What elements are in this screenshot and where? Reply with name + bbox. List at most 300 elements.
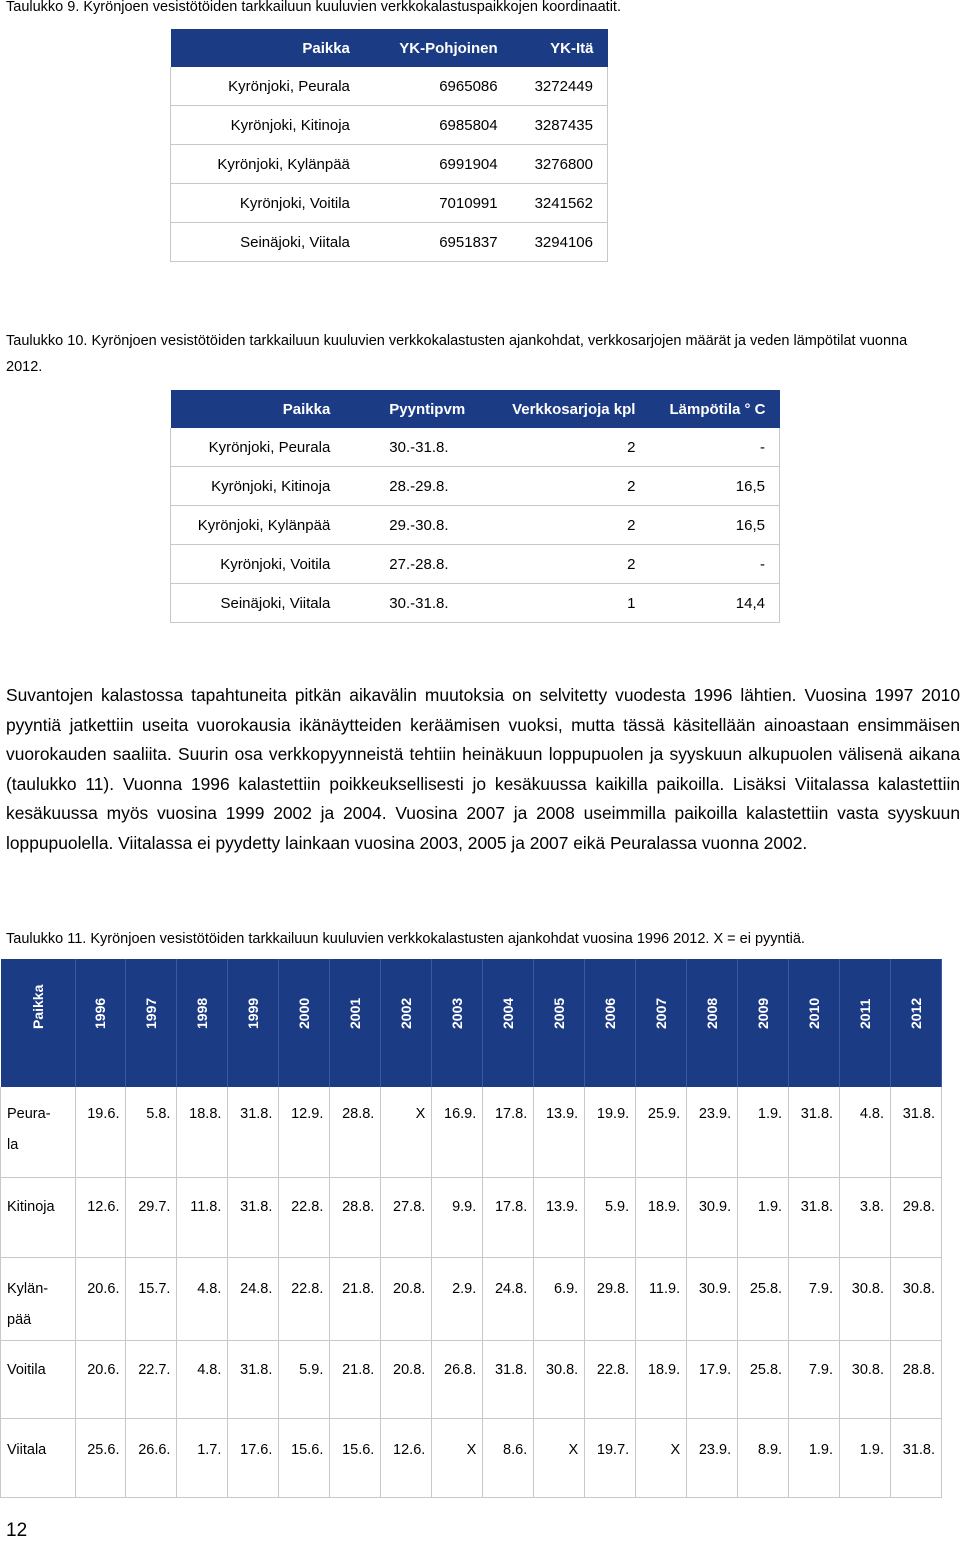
table-cell <box>330 1341 381 1419</box>
table-cell <box>585 1178 636 1258</box>
table-cell <box>738 1178 789 1258</box>
table-cell <box>789 1341 840 1419</box>
header-text: 1996 <box>92 997 109 1029</box>
cell-text: 31.8. <box>494 1362 528 1378</box>
table-row <box>171 467 780 506</box>
cell-text: X <box>568 1442 579 1458</box>
table-row <box>1 1087 942 1178</box>
column-header-year <box>534 959 585 1087</box>
table-row <box>171 184 608 223</box>
row-label-cell <box>171 506 345 545</box>
table-cell <box>364 223 512 262</box>
table-cell <box>636 1178 687 1258</box>
table-cell <box>840 1341 891 1419</box>
column-header: Lämpötila ° C <box>649 390 779 428</box>
table-cell <box>891 1178 942 1258</box>
cell-text: 3294106 <box>534 233 593 251</box>
page-number: 12 <box>6 1520 28 1541</box>
row-label-cell <box>1 1178 76 1258</box>
cell-text: 7.9. <box>808 1362 834 1378</box>
table9-body <box>171 67 608 262</box>
cell-text: 12.6. <box>393 1442 426 1458</box>
column-header-year <box>789 959 840 1087</box>
cell-text: 6951837 <box>439 233 498 251</box>
cell-text: 5.8. <box>146 1106 171 1122</box>
cell-text: Voitila <box>7 1362 46 1378</box>
table-cell <box>738 1258 789 1341</box>
cell-text: 2 <box>627 516 636 534</box>
cell-text: Kyrönjoki, Kylänpää <box>217 155 350 173</box>
header-text: 2005 <box>551 997 568 1029</box>
table-cell <box>381 1178 432 1258</box>
cell-text: 12.6. <box>87 1199 120 1215</box>
table-cell <box>487 428 649 467</box>
cell-text: 19.9. <box>596 1106 630 1122</box>
table-cell <box>279 1419 330 1498</box>
cell-text: Seinäjoki, Viitala <box>220 594 331 612</box>
cell-text: 29.-30.8. <box>389 516 449 534</box>
table-cell <box>228 1087 279 1178</box>
row-label-cell <box>1 1419 76 1498</box>
table-cell <box>687 1258 738 1341</box>
cell-text: 6965086 <box>439 77 498 95</box>
table-cell <box>75 1087 126 1178</box>
table-cell <box>534 1419 585 1498</box>
cell-text: 2.9. <box>452 1281 477 1297</box>
table-cell <box>483 1419 534 1498</box>
header-text: 1998 <box>194 997 211 1029</box>
table-cell <box>344 506 487 545</box>
cell-text: 1.9. <box>757 1106 783 1122</box>
cell-text: 25.6. <box>87 1442 120 1458</box>
cell-text: 20.8. <box>393 1362 426 1378</box>
table-cell <box>512 106 608 145</box>
cell-text: Peura- la <box>7 1106 51 1153</box>
cell-text: 17.9. <box>698 1362 732 1378</box>
table-cell <box>126 1087 177 1178</box>
cell-text: 20.6. <box>87 1281 120 1297</box>
row-label-cell <box>171 223 364 262</box>
table-cell <box>891 1087 942 1178</box>
cell-text: 3.8. <box>859 1199 884 1215</box>
cell-text: 29.8. <box>596 1281 630 1297</box>
cell-text: 3287435 <box>534 116 593 134</box>
header-text: 2000 <box>296 997 313 1029</box>
table-cell <box>512 67 608 106</box>
table-cell <box>279 1258 330 1341</box>
header-text: 2004 <box>500 997 517 1029</box>
table-cell <box>344 428 487 467</box>
cell-text: X <box>415 1106 426 1122</box>
header-text: 2006 <box>602 997 619 1029</box>
table-row <box>171 545 780 584</box>
table-cell <box>177 1258 228 1341</box>
cell-text: Kyrönjoki, Voitila <box>220 555 331 573</box>
cell-text: 27.-28.8. <box>389 555 449 573</box>
cell-text: 20.8. <box>393 1281 426 1297</box>
table9-caption: Taulukko 9. Kyrönjoen vesistötöiden tarkkailuun kuuluvien verkkokalastuspaikkojen koordinaatit. <box>6 0 621 15</box>
cell-text: 16,5 <box>735 477 765 495</box>
cell-text: 25.9. <box>647 1106 681 1122</box>
cell-text: 22.8. <box>596 1362 630 1378</box>
table-cell <box>512 223 608 262</box>
table-cell <box>840 1419 891 1498</box>
table-row <box>171 223 608 262</box>
header-text: 2009 <box>755 997 772 1029</box>
cell-text: 5.9. <box>604 1199 630 1215</box>
table-cell <box>687 1341 738 1419</box>
cell-text: 6985804 <box>439 116 498 134</box>
fishing-dates-2012-table <box>170 390 780 623</box>
row-label-cell <box>1 1341 76 1419</box>
column-header-place <box>1 959 76 1087</box>
table-cell <box>649 467 779 506</box>
cell-text: Kyrönjoki, Peurala <box>228 77 350 95</box>
cell-text: 1 <box>627 594 636 612</box>
table-cell <box>512 184 608 223</box>
table11-caption: Taulukko 11. Kyrönjoen vesistötöiden tarkkailuun kuuluvien verkkokalastusten ajankohdat vuosina 1996 2012. X = ei pyyntiä. <box>6 931 805 947</box>
table-cell <box>483 1178 534 1258</box>
row-label-cell <box>1 1087 76 1178</box>
cell-text: 18.8. <box>189 1106 222 1122</box>
table-row <box>1 1341 942 1419</box>
column-header-year <box>840 959 891 1087</box>
cell-text: 17.8. <box>494 1106 528 1122</box>
cell-text: 7.9. <box>808 1281 834 1297</box>
cell-text: 1.9. <box>808 1442 834 1458</box>
cell-text: 8.6. <box>503 1442 528 1458</box>
cell-text: 29.8. <box>902 1199 935 1215</box>
table-cell <box>585 1087 636 1178</box>
table-cell <box>840 1258 891 1341</box>
table-cell <box>534 1258 585 1341</box>
table-cell <box>381 1258 432 1341</box>
table-cell <box>789 1419 840 1498</box>
table-cell <box>585 1419 636 1498</box>
header-text: 2001 <box>347 997 364 1029</box>
cell-text: 4.8. <box>859 1106 884 1122</box>
table-cell <box>330 1087 381 1178</box>
row-label-cell <box>171 184 364 223</box>
table-row <box>171 428 780 467</box>
table-cell <box>330 1178 381 1258</box>
table-cell <box>483 1258 534 1341</box>
fishing-dates-1996-2012-table <box>0 959 942 1498</box>
row-label-cell <box>1 1258 76 1341</box>
column-header-year <box>381 959 432 1087</box>
table-cell <box>75 1258 126 1341</box>
cell-text: 30.8. <box>851 1281 884 1297</box>
table-cell <box>381 1419 432 1498</box>
table-cell <box>636 1258 687 1341</box>
header-text: 2003 <box>449 997 466 1029</box>
cell-text: 31.8. <box>800 1106 834 1122</box>
cell-text: 31.8. <box>902 1442 935 1458</box>
row-label-cell <box>171 467 345 506</box>
table-cell <box>177 1341 228 1419</box>
column-header: Verkkosarjoja kpl <box>487 390 649 428</box>
column-header-year <box>126 959 177 1087</box>
table-cell <box>487 467 649 506</box>
column-header-year <box>738 959 789 1087</box>
row-label-cell <box>171 145 364 184</box>
cell-text: 31.8. <box>240 1199 273 1215</box>
row-label-cell <box>171 106 364 145</box>
table-cell <box>75 1341 126 1419</box>
cell-text: 22.8. <box>291 1199 324 1215</box>
cell-text: 19.6. <box>87 1106 120 1122</box>
table-row <box>1 1178 942 1258</box>
cell-text: 30.8. <box>902 1281 935 1297</box>
cell-text: 26.6. <box>138 1442 171 1458</box>
cell-text: 2 <box>627 438 636 456</box>
table-cell <box>126 1258 177 1341</box>
table-cell <box>364 145 512 184</box>
cell-text: 20.6. <box>87 1362 120 1378</box>
cell-text: Seinäjoki, Viitala <box>240 233 350 251</box>
table-cell <box>585 1341 636 1419</box>
table-cell <box>364 184 512 223</box>
cell-text: 22.8. <box>291 1281 324 1297</box>
cell-text: 15.6. <box>291 1442 324 1458</box>
cell-text: Kylän- pää <box>7 1281 49 1328</box>
row-label-cell <box>171 428 345 467</box>
table-cell <box>891 1258 942 1341</box>
column-header: YK-Itä <box>512 29 608 67</box>
table-cell <box>344 545 487 584</box>
table-cell <box>75 1178 126 1258</box>
cell-text: 22.7. <box>138 1362 171 1378</box>
table-cell <box>330 1258 381 1341</box>
table-cell <box>738 1087 789 1178</box>
row-label-cell <box>171 584 345 623</box>
cell-text: 19.7. <box>596 1442 630 1458</box>
cell-text: 25.8. <box>749 1362 783 1378</box>
cell-text: 9.9. <box>452 1199 477 1215</box>
cell-text: 1.9. <box>757 1199 783 1215</box>
table-row <box>171 106 608 145</box>
header-text: 2002 <box>398 997 415 1029</box>
table-cell <box>649 584 779 623</box>
table-row <box>171 584 780 623</box>
cell-text: 17.8. <box>494 1199 528 1215</box>
cell-text: 25.8. <box>749 1281 783 1297</box>
table-cell <box>487 506 649 545</box>
cell-text: 18.9. <box>647 1362 681 1378</box>
table-cell <box>487 584 649 623</box>
cell-text: 28.-29.8. <box>389 477 449 495</box>
table-header-row <box>1 959 942 1087</box>
table-cell <box>228 1419 279 1498</box>
table-row <box>1 1419 942 1498</box>
table-cell <box>330 1419 381 1498</box>
column-header-year <box>177 959 228 1087</box>
cell-text: Kyrönjoki, Kitinoja <box>230 116 350 134</box>
cell-text: 13.9. <box>545 1106 579 1122</box>
table-cell <box>636 1341 687 1419</box>
cell-text: 16.9. <box>444 1106 477 1122</box>
header-text: 2008 <box>704 997 721 1029</box>
row-label-cell <box>171 545 345 584</box>
table-row <box>171 506 780 545</box>
cell-text: 3272449 <box>534 77 593 95</box>
header-text: 2007 <box>653 997 670 1029</box>
cell-text: 27.8. <box>393 1199 426 1215</box>
header-text: 1997 <box>143 997 160 1029</box>
table-cell <box>483 1087 534 1178</box>
table-cell <box>126 1178 177 1258</box>
cell-text: 2 <box>627 555 636 573</box>
table-cell <box>534 1178 585 1258</box>
cell-text: 21.8. <box>342 1281 375 1297</box>
cell-text: 11.8. <box>190 1199 222 1215</box>
column-header-year <box>330 959 381 1087</box>
table-cell <box>344 584 487 623</box>
cell-text: 28.8. <box>342 1199 375 1215</box>
table-cell <box>432 1419 483 1498</box>
table-cell <box>228 1341 279 1419</box>
cell-text: 12.9. <box>291 1106 324 1122</box>
table-cell <box>483 1341 534 1419</box>
table-cell <box>75 1419 126 1498</box>
column-header-year <box>585 959 636 1087</box>
table-cell <box>177 1178 228 1258</box>
column-header-year <box>432 959 483 1087</box>
cell-text: 7010991 <box>439 194 498 212</box>
table-cell <box>364 106 512 145</box>
cell-text: 30.-31.8. <box>389 594 449 612</box>
table-cell <box>432 1341 483 1419</box>
cell-text: 4.8. <box>197 1362 222 1378</box>
table-cell <box>738 1341 789 1419</box>
column-header-year <box>228 959 279 1087</box>
table-cell <box>789 1178 840 1258</box>
cell-text: Kyrönjoki, Kitinoja <box>211 477 331 495</box>
cell-text: 23.9. <box>698 1106 732 1122</box>
column-header-year <box>75 959 126 1087</box>
cell-text: 1.9. <box>859 1442 884 1458</box>
table-row <box>1 1258 942 1341</box>
table-cell <box>687 1419 738 1498</box>
column-header-year <box>891 959 942 1087</box>
cell-text: 14,4 <box>735 594 765 612</box>
table-cell <box>487 545 649 584</box>
table-cell <box>840 1087 891 1178</box>
cell-text: X <box>466 1442 477 1458</box>
table-cell <box>636 1087 687 1178</box>
cell-text: 30.8. <box>851 1362 884 1378</box>
row-label-cell <box>171 67 364 106</box>
body-paragraph: Suvantojen kalastossa tapahtuneita pitkän aikavälin muutoksia on selvitetty vuodesta 1996 lähtien. Vuosina 1997 2010 pyyntiä jatkettiin useita vuorokausia ikänäytteiden keräämisen vuoksi, mutta tässä käsitellään ainoastaan ensimmäisen vuorokauden saaliita. Suurin osa verkkopyynneistä tehtiin heinäkuun loppupuolen ja syyskuun alkupuolen välisenä aikana (taulukko 11). Vuonna 1996 kalastettiin poikkeuksellisesti jo kesäkuussa kaikilla paikoilla. Lisäksi Viitalassa kalastettiin kesäkuussa myös vuosina 1999 2002 ja 2004. Vuosina 2007 ja 2008 useimmilla paikoilla kalastettiin vasta syyskuun loppupuolella. Viitalassa ei pyydetty lainkaan vuosina 2003, 2005 ja 2007 eikä Peuralassa vuonna 2002. <box>6 685 960 853</box>
table-cell <box>279 1087 330 1178</box>
cell-text: 31.8. <box>800 1199 834 1215</box>
cell-text: 28.8. <box>902 1362 935 1378</box>
header-text: 1999 <box>245 997 262 1029</box>
table-cell <box>279 1341 330 1419</box>
cell-text: 24.8. <box>240 1281 273 1297</box>
column-header-year <box>687 959 738 1087</box>
cell-text: 21.8. <box>342 1362 375 1378</box>
table-cell <box>228 1178 279 1258</box>
column-header: Pyyntipvm <box>344 390 487 428</box>
table-cell <box>891 1419 942 1498</box>
cell-text: 30.9. <box>698 1199 732 1215</box>
cell-text: - <box>760 555 765 573</box>
header-text: 2010 <box>806 997 823 1029</box>
cell-text: 31.8. <box>902 1106 935 1122</box>
cell-text: 15.7. <box>138 1281 171 1297</box>
table-cell <box>534 1341 585 1419</box>
cell-text: 5.9. <box>299 1362 324 1378</box>
cell-text: Kitinoja <box>7 1199 55 1215</box>
table-cell <box>687 1087 738 1178</box>
cell-text: 2 <box>627 477 636 495</box>
table-cell <box>126 1419 177 1498</box>
cell-text: Kyrönjoki, Voitila <box>239 194 350 212</box>
cell-text: 3276800 <box>534 155 593 173</box>
cell-text: 3241562 <box>534 194 593 212</box>
cell-text: 16,5 <box>735 516 765 534</box>
cell-text: 11.9. <box>648 1281 681 1297</box>
cell-text: 30.9. <box>698 1281 732 1297</box>
cell-text: 28.8. <box>342 1106 375 1122</box>
table-cell <box>649 428 779 467</box>
table-cell <box>636 1419 687 1498</box>
table10-body <box>171 428 780 623</box>
table-cell <box>512 145 608 184</box>
table-cell <box>649 545 779 584</box>
cell-text: 15.6. <box>342 1442 375 1458</box>
cell-text: 18.9. <box>647 1199 681 1215</box>
column-header: Paikka <box>171 390 345 428</box>
table11-body <box>1 1087 942 1498</box>
cell-text: Viitala <box>7 1442 47 1458</box>
column-header: YK-Pohjoinen <box>364 29 512 67</box>
table-cell <box>789 1258 840 1341</box>
cell-text: 24.8. <box>494 1281 528 1297</box>
cell-text: 31.8. <box>240 1362 273 1378</box>
table-row <box>171 145 608 184</box>
table-cell <box>177 1419 228 1498</box>
column-header-year <box>483 959 534 1087</box>
column-header-year <box>636 959 687 1087</box>
header-text: 2011 <box>857 998 874 1029</box>
cell-text: 26.8. <box>444 1362 477 1378</box>
table-cell <box>344 467 487 506</box>
cell-text: 6.9. <box>554 1281 579 1297</box>
table-row <box>171 67 608 106</box>
table-cell <box>840 1178 891 1258</box>
cell-text: 4.8. <box>197 1281 222 1297</box>
table-cell <box>432 1258 483 1341</box>
table-header-row <box>171 29 608 67</box>
table-cell <box>738 1419 789 1498</box>
table-cell <box>126 1341 177 1419</box>
table-cell <box>789 1087 840 1178</box>
table-cell <box>585 1258 636 1341</box>
cell-text: 1.7. <box>197 1442 222 1458</box>
table-cell <box>381 1087 432 1178</box>
table-cell <box>177 1087 228 1178</box>
table-cell <box>649 506 779 545</box>
table-cell <box>381 1341 432 1419</box>
cell-text: Kyrönjoki, Peurala <box>208 438 331 456</box>
cell-text: 29.7. <box>138 1199 171 1215</box>
cell-text: 30.8. <box>545 1362 579 1378</box>
table-cell <box>228 1258 279 1341</box>
table-cell <box>279 1178 330 1258</box>
cell-text: Kyrönjoki, Kylänpää <box>197 516 331 534</box>
